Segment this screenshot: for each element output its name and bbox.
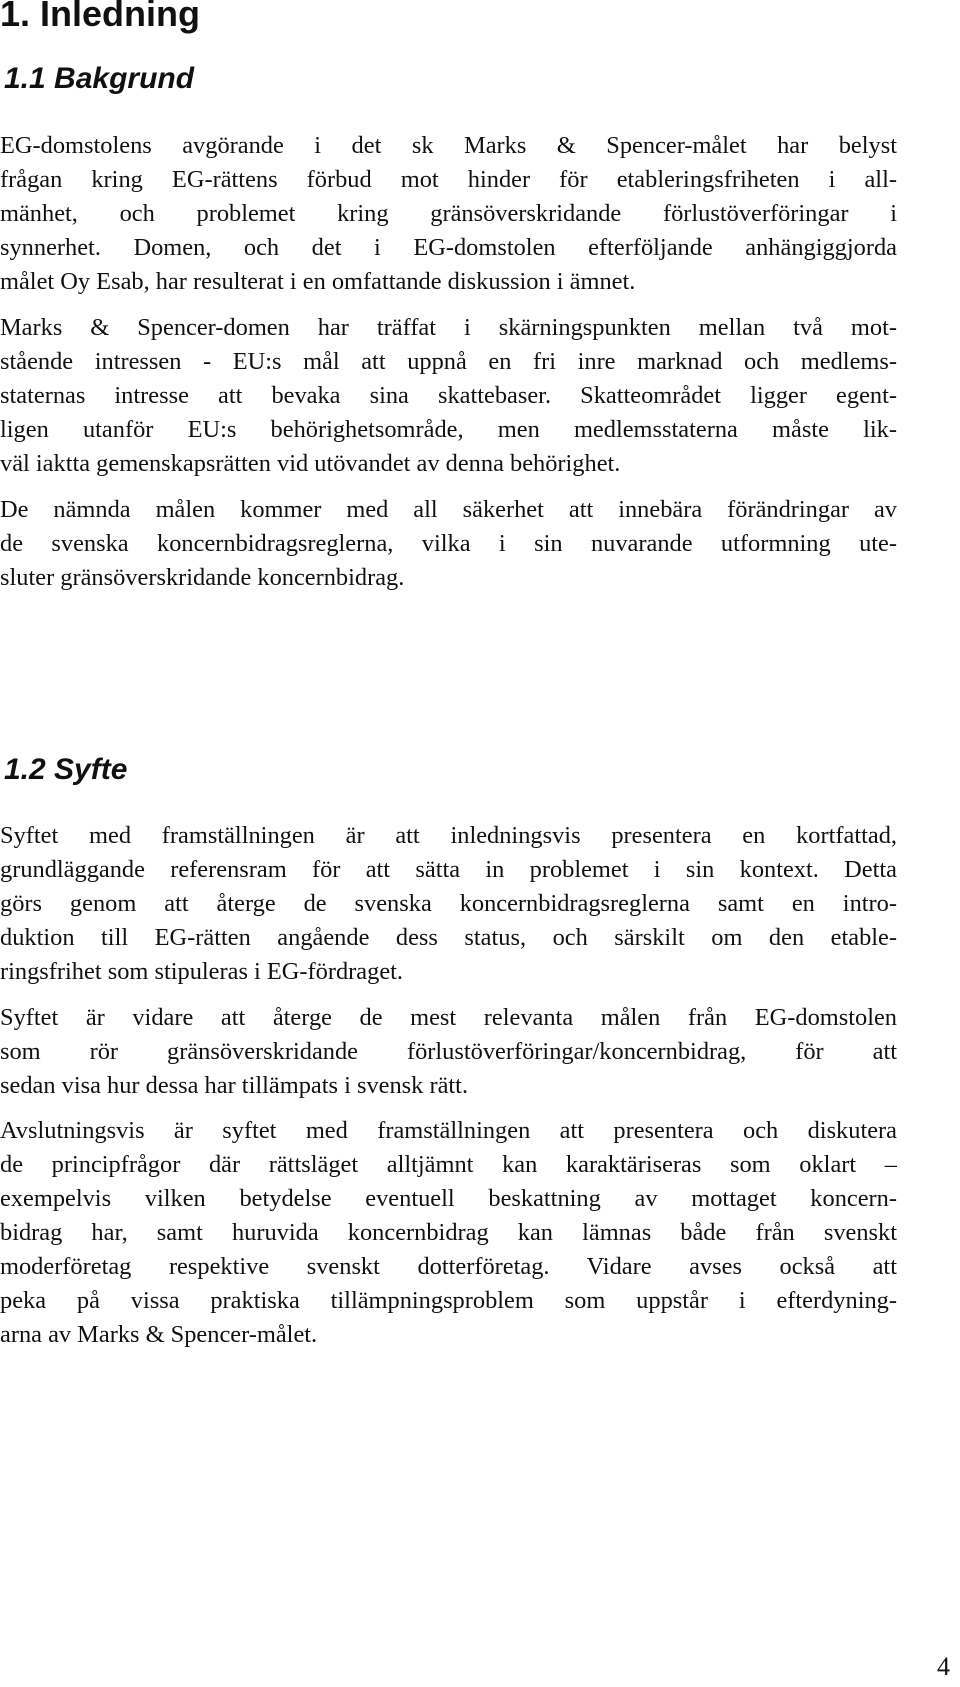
text-line: grundläggande referensram för att sätta in problemet i sin kontext. Detta <box>0 856 897 883</box>
text-line: exempelvis vilken betydelse eventuell beskattning av mottaget koncern- <box>0 1185 897 1212</box>
text-line: arna av Marks & Spencer-målet. <box>0 1321 318 1348</box>
text-line: synnerhet. Domen, och det i EG-domstolen efterföljande anhängiggjorda <box>0 234 897 261</box>
text-line: sedan visa hur dessa har tillämpats i svensk rätt. <box>0 1072 469 1099</box>
paragraph-syfte-1 <box>0 819 960 989</box>
text-line: mänhet, och problemet kring gränsöverskridande förlustöverföringar i <box>0 200 897 227</box>
text-line: ligen utanför EU:s behörighetsområde, men medlemsstaterna måste lik- <box>0 416 897 443</box>
section-heading-bakgrund: 1.1 Bakgrund <box>4 62 195 95</box>
text-line: Marks & Spencer-domen har träffat i skärningspunkten mellan två mot- <box>0 314 897 341</box>
text-line: sluter gränsöverskridande koncernbidrag. <box>0 564 405 591</box>
text-line: Syftet är vidare att återge de mest relevanta målen från EG-domstolen <box>0 1004 897 1031</box>
text-line: stående intressen - EU:s mål att uppnå en fri inre marknad och medlems- <box>0 348 897 375</box>
text-line: de principfrågor där rättsläget alltjämnt kan karaktäriseras som oklart – <box>0 1151 897 1178</box>
paragraph-bakgrund-2 <box>0 311 960 481</box>
text-line: ringsfrihet som stipuleras i EG-fördraget. <box>0 958 404 985</box>
text-line: EG-domstolens avgörande i det sk Marks & Spencer-målet har belyst <box>0 132 897 159</box>
text-line: bidrag har, samt huruvida koncernbidrag kan lämnas både från svenskt <box>0 1219 897 1246</box>
paragraph-bakgrund-3 <box>0 493 960 595</box>
text-line: som rör gränsöverskridande förlustöverföringar/koncernbidrag, för att <box>0 1038 897 1065</box>
text-line: staternas intresse att bevaka sina skattebaser. Skatteområdet ligger egent- <box>0 382 897 409</box>
text-line: De nämnda målen kommer med all säkerhet att innebära förändringar av <box>0 496 897 523</box>
paragraph-bakgrund-1 <box>0 129 960 299</box>
text-line: väl iaktta gemenskapsrätten vid utövandet av denna behörighet. <box>0 450 621 477</box>
paragraph-syfte-2 <box>0 1001 960 1103</box>
text-line: de svenska koncernbidragsreglerna, vilka i sin nuvarande utformning ute- <box>0 530 897 557</box>
chapter-heading: 1. Inledning <box>0 0 201 34</box>
text-line: målet Oy Esab, har resulterat i en omfattande diskussion i ämnet. <box>0 268 636 295</box>
text-line: Syftet med framställningen är att inledningsvis presentera en kortfattad, <box>0 822 897 849</box>
text-line: duktion till EG-rätten angående dess status, och särskilt om den etable- <box>0 924 897 951</box>
text-line: moderföretag respektive svenskt dotterföretag. Vidare avses också att <box>0 1253 897 1280</box>
section-heading-syfte: 1.2 Syfte <box>4 753 128 786</box>
text-line: peka på vissa praktiska tillämpningsproblem som uppstår i efterdyning- <box>0 1287 897 1314</box>
paragraph-syfte-3 <box>0 1114 960 1352</box>
text-line: Avslutningsvis är syftet med framställningen att presentera och diskutera <box>0 1117 897 1144</box>
page-number: 4 <box>937 1652 950 1681</box>
text-line: frågan kring EG-rättens förbud mot hinder för etableringsfriheten i all- <box>0 166 897 193</box>
text-line: görs genom att återge de svenska koncernbidragsreglerna samt en intro- <box>0 890 897 917</box>
